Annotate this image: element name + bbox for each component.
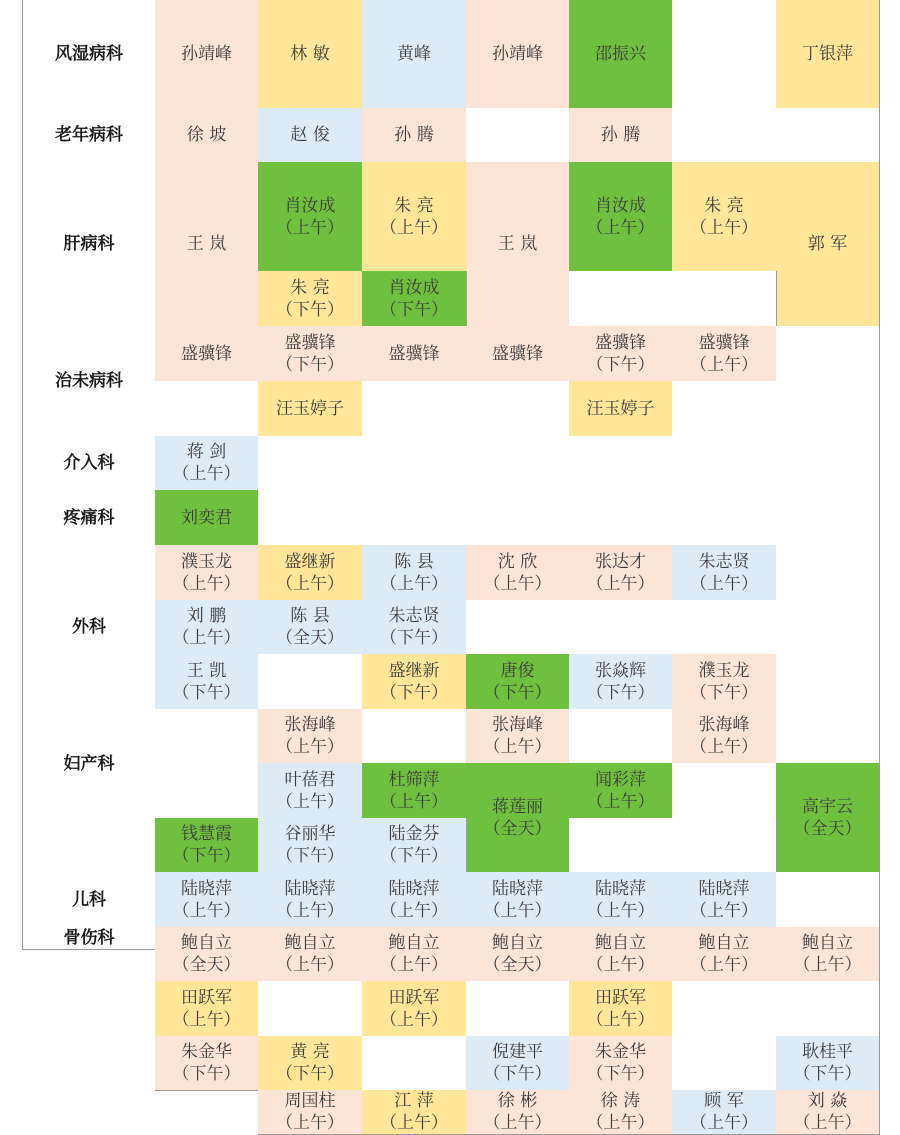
shift-label: （上午） [690, 955, 758, 975]
shift-label: （下午） [380, 846, 448, 866]
department-label: 治未病科 [22, 326, 156, 437]
shift-label: （上午） [276, 791, 344, 812]
schedule-cell [155, 108, 259, 163]
empty-cell [569, 436, 673, 491]
empty-cell [672, 981, 777, 1037]
doctor-name: 陆晓萍 [284, 878, 336, 899]
schedule-cell [672, 709, 777, 764]
empty-cell [672, 0, 777, 109]
doctor-name: 丁银萍 [802, 43, 853, 64]
shift-label: （上午） [586, 791, 655, 812]
doctor-name: 鲍自立 [802, 933, 853, 953]
shift-label: （全天） [483, 818, 552, 839]
doctor-name: 叶蓓君 [284, 769, 336, 790]
schedule-cell [569, 0, 673, 109]
schedule-cell [258, 872, 363, 928]
schedule-cell [155, 654, 259, 710]
shift-label: （上午） [380, 217, 448, 238]
schedule-cell [466, 872, 570, 928]
empty-cell [776, 490, 880, 546]
doctor-name: 王 岚 [497, 234, 538, 254]
schedule-cell [258, 763, 363, 819]
department-label: 介入科 [22, 436, 156, 491]
doctor-name: 郭 军 [807, 234, 848, 254]
schedule-cell [155, 545, 259, 601]
department-label: 老年病科 [22, 108, 156, 163]
shift-label: （上午） [172, 628, 241, 648]
shift-label: （上午） [586, 1009, 655, 1030]
doctor-name: 谷丽华 [284, 824, 336, 844]
empty-cell [569, 818, 673, 873]
doctor-name: 沈 欣 [497, 551, 538, 572]
empty-cell [672, 1036, 777, 1091]
doctor-name: 陆晓萍 [492, 878, 543, 899]
shift-label: （上午） [276, 955, 344, 975]
doctor-name: 朱 亮 [290, 277, 330, 298]
department-label: 儿科 [22, 872, 156, 928]
schedule-cell [672, 654, 777, 710]
doctor-name: 盛骥锋 [492, 343, 543, 364]
schedule-cell [362, 654, 467, 710]
doctor-name: 田跃军 [388, 987, 440, 1008]
doctor-name: 耿桂平 [802, 1042, 853, 1062]
schedule-cell [258, 818, 363, 873]
doctor-name: 朱金华 [595, 1042, 646, 1062]
shift-label: （下午） [380, 628, 448, 648]
department-label: 肝病科 [22, 162, 156, 327]
shift-label: （下午） [276, 1064, 344, 1084]
shift-label: （下午） [483, 1064, 552, 1084]
shift-label: （全天） [172, 955, 241, 975]
shift-label: （上午） [276, 1113, 344, 1133]
empty-cell [672, 271, 777, 327]
doctor-name: 濮玉龙 [181, 551, 232, 572]
schedule-cell [258, 600, 363, 655]
schedule-cell [258, 1090, 363, 1135]
empty-cell [155, 381, 259, 437]
empty-cell [776, 709, 880, 764]
empty-cell [672, 818, 777, 873]
schedule-cell [569, 545, 673, 601]
doctor-name: 赵 俊 [290, 125, 330, 145]
doctor-name: 张焱辉 [595, 660, 646, 681]
doctor-name: 盛继新 [284, 551, 336, 572]
schedule-cell [466, 0, 570, 109]
schedule-cell [776, 927, 880, 982]
empty-cell [672, 108, 777, 163]
shift-label: （上午） [586, 900, 655, 921]
doctor-name: 邵振兴 [595, 43, 646, 64]
shift-label: （上午） [172, 900, 241, 921]
schedule-cell [155, 600, 259, 655]
schedule-cell [672, 162, 777, 272]
schedule-cell [362, 108, 467, 163]
schedule-cell [258, 545, 363, 601]
schedule-cell [776, 1036, 880, 1091]
empty-cell [569, 600, 673, 655]
schedule-cell [776, 763, 880, 873]
schedule-cell [258, 1036, 363, 1091]
doctor-name: 盛骥锋 [595, 332, 646, 353]
empty-cell [776, 545, 880, 601]
doctor-name: 黄 亮 [290, 1042, 330, 1062]
doctor-name: 孙 腾 [600, 125, 641, 145]
department-label: 疼痛科 [22, 490, 156, 546]
schedule-cell [466, 1090, 570, 1135]
schedule-cell [466, 326, 570, 382]
schedule-cell [569, 326, 673, 382]
shift-label: （上午） [690, 217, 758, 238]
schedule-cell [155, 490, 259, 546]
schedule-cell [258, 927, 363, 982]
doctor-name: 顾 军 [704, 1091, 744, 1111]
shift-label: （下午） [586, 354, 655, 375]
shift-label: （上午） [483, 900, 552, 921]
doctor-name: 徐 坡 [186, 125, 227, 145]
schedule-cell [362, 326, 467, 382]
schedule-cell [362, 981, 467, 1037]
schedule-cell [466, 162, 570, 327]
empty-cell [466, 108, 570, 163]
schedule-cell [569, 872, 673, 928]
shift-label: （下午） [380, 682, 448, 703]
doctor-name: 朱 亮 [394, 195, 434, 216]
doctor-name: 蒋莲丽 [492, 796, 543, 817]
doctor-name: 张海峰 [698, 715, 750, 735]
doctor-name: 杜筛萍 [388, 769, 440, 790]
schedule-cell [672, 1090, 777, 1135]
department-label: 妇产科 [22, 709, 156, 819]
doctor-name: 王 岚 [186, 234, 227, 254]
schedule-cell [466, 709, 570, 764]
doctor-name: 王 凯 [186, 660, 227, 681]
shift-label: （上午） [380, 573, 448, 594]
empty-cell [466, 490, 570, 546]
empty-cell [569, 490, 673, 546]
department-label: 外科 [22, 545, 156, 710]
shift-label: （上午） [586, 217, 655, 238]
doctor-name: 江 萍 [394, 1091, 434, 1111]
shift-label: （上午） [586, 1113, 655, 1133]
schedule-cell [155, 927, 259, 982]
schedule-cell [466, 1036, 570, 1091]
schedule-cell [776, 1090, 880, 1135]
doctor-name: 朱志贤 [698, 551, 750, 572]
empty-cell [155, 763, 259, 819]
shift-label: （下午） [586, 682, 655, 703]
doctor-name: 盛骥锋 [181, 343, 232, 364]
empty-cell [776, 108, 880, 163]
shift-label: （上午） [690, 573, 758, 594]
schedule-cell [155, 1036, 259, 1091]
empty-cell [776, 381, 880, 437]
doctor-name: 朱 亮 [704, 195, 744, 216]
shift-label: （上午） [380, 1113, 448, 1133]
empty-cell [22, 818, 156, 873]
schedule-cell [672, 545, 777, 601]
schedule-cell [466, 927, 570, 982]
schedule-cell [362, 271, 467, 327]
doctor-name: 钱慧霞 [181, 824, 232, 844]
schedule-cell [258, 162, 363, 272]
shift-label: （全天） [483, 955, 552, 975]
doctor-name: 张达才 [595, 551, 646, 572]
doctor-name: 林 敏 [290, 43, 330, 64]
schedule-cell [569, 927, 673, 982]
schedule-cell [155, 818, 259, 873]
doctor-name: 陆晓萍 [388, 878, 440, 899]
shift-label: （上午） [690, 1113, 758, 1133]
empty-cell [776, 981, 880, 1037]
schedule-cell [258, 381, 363, 437]
empty-cell [155, 709, 259, 764]
shift-label: （上午） [793, 1113, 862, 1133]
schedule-cell [466, 545, 570, 601]
shift-label: （下午） [276, 846, 344, 866]
empty-cell [466, 436, 570, 491]
shift-label: （上午） [276, 573, 344, 594]
empty-cell [569, 709, 673, 764]
shift-label: （下午） [690, 682, 758, 703]
empty-cell [362, 1036, 467, 1091]
schedule-cell [155, 981, 259, 1037]
schedule-cell [362, 927, 467, 982]
schedule-cell [362, 600, 467, 655]
schedule-cell [258, 108, 363, 163]
schedule-cell [569, 654, 673, 710]
schedule-cell [258, 326, 363, 382]
doctor-name: 孙靖峰 [181, 43, 232, 64]
empty-cell [258, 436, 363, 491]
empty-cell [362, 381, 467, 437]
schedule-cell [362, 763, 467, 819]
shift-label: （全天） [793, 818, 862, 839]
empty-cell [776, 436, 880, 491]
shift-label: （全天） [276, 628, 344, 648]
schedule-cell [569, 981, 673, 1037]
shift-label: （上午） [276, 737, 344, 757]
shift-label: （上午） [586, 573, 655, 594]
schedule-cell [362, 0, 467, 109]
shift-label: （上午） [276, 900, 344, 921]
doctor-name: 田跃军 [181, 987, 232, 1008]
shift-label: （下午） [172, 846, 241, 866]
doctor-name: 朱金华 [181, 1042, 232, 1062]
schedule-cell [155, 162, 259, 327]
doctor-name: 唐俊 [500, 660, 535, 681]
schedule-cell [569, 763, 673, 819]
empty-cell [672, 381, 777, 437]
shift-label: （上午） [690, 900, 758, 921]
shift-label: （上午） [380, 1009, 448, 1030]
doctor-name: 濮玉龙 [698, 660, 750, 681]
doctor-name: 汪玉婷子 [586, 398, 655, 419]
schedule-cell [258, 0, 363, 109]
doctor-name: 盛继新 [388, 660, 440, 681]
empty-cell [776, 326, 880, 382]
schedule-cell [776, 162, 880, 327]
doctor-name: 盛骥锋 [698, 332, 750, 353]
schedule-cell [569, 1036, 673, 1091]
doctor-name: 高宇云 [802, 796, 853, 817]
empty-cell [258, 654, 363, 710]
shift-label: （上午） [793, 955, 862, 975]
doctor-name: 肖汝成 [595, 195, 646, 216]
doctor-name: 徐 彬 [497, 1091, 538, 1111]
schedule-cell [258, 271, 363, 327]
empty-cell [672, 490, 777, 546]
shift-label: （上午） [276, 217, 344, 238]
empty-cell [776, 872, 880, 928]
schedule-cell [672, 326, 777, 382]
empty-cell [258, 490, 363, 546]
doctor-name: 朱志贤 [388, 606, 440, 626]
shift-label: （上午） [483, 573, 552, 594]
shift-label: （上午） [172, 464, 241, 484]
empty-cell [672, 436, 777, 491]
empty-cell [672, 600, 777, 655]
empty-cell [672, 763, 777, 819]
schedule-cell [776, 0, 880, 109]
schedule-cell [569, 162, 673, 272]
doctor-name: 盛骥锋 [388, 343, 440, 364]
empty-cell [466, 981, 570, 1037]
department-label: 骨伤科 [22, 927, 156, 950]
shift-label: （上午） [380, 900, 448, 921]
schedule-cell [362, 872, 467, 928]
doctor-name: 陆晓萍 [595, 878, 646, 899]
doctor-name: 刘奕君 [181, 507, 232, 528]
shift-label: （上午） [483, 1113, 552, 1133]
empty-cell [569, 271, 673, 327]
doctor-name: 闻彩萍 [595, 769, 646, 790]
empty-cell [362, 490, 467, 546]
schedule-cell [672, 927, 777, 982]
doctor-name: 汪玉婷子 [276, 398, 344, 419]
doctor-name: 张海峰 [284, 715, 336, 735]
doctor-name: 肖汝成 [388, 277, 440, 298]
shift-label: （下午） [793, 1064, 862, 1084]
empty-cell [258, 981, 363, 1037]
shift-label: （下午） [276, 354, 344, 375]
shift-label: （下午） [483, 682, 552, 703]
shift-label: （下午） [172, 682, 241, 703]
shift-label: （上午） [690, 354, 758, 375]
doctor-name: 鲍自立 [698, 933, 750, 953]
empty-cell [362, 709, 467, 764]
doctor-name: 鲍自立 [181, 933, 232, 953]
empty-cell [466, 381, 570, 437]
shift-label: （上午） [690, 737, 758, 757]
schedule-cell [362, 545, 467, 601]
empty-cell [466, 600, 570, 655]
doctor-name: 蒋 剑 [186, 442, 227, 462]
doctor-name: 鲍自立 [492, 933, 543, 953]
schedule-cell [258, 709, 363, 764]
schedule-cell [466, 763, 570, 873]
doctor-name: 周国柱 [284, 1091, 336, 1111]
schedule-cell [569, 381, 673, 437]
shift-label: （下午） [276, 299, 344, 320]
shift-label: （上午） [172, 573, 241, 594]
shift-label: （下午） [380, 299, 448, 320]
shift-label: （上午） [380, 791, 448, 812]
doctor-name: 倪建平 [492, 1042, 543, 1062]
empty-cell [362, 436, 467, 491]
doctor-name: 鲍自立 [388, 933, 440, 953]
empty-cell [776, 600, 880, 655]
doctor-name: 鲍自立 [595, 933, 646, 953]
shift-label: （上午） [172, 1009, 241, 1030]
empty-cell [776, 654, 880, 710]
doctor-name: 陈 县 [290, 606, 330, 626]
schedule-cell [672, 872, 777, 928]
schedule-cell [155, 0, 259, 109]
schedule-cell [466, 654, 570, 710]
doctor-name: 肖汝成 [284, 195, 336, 216]
doctor-name: 刘 鹏 [186, 606, 227, 626]
doctor-name: 黄峰 [397, 43, 431, 64]
schedule-cell [362, 1090, 467, 1135]
doctor-name: 张海峰 [492, 715, 543, 735]
doctor-name: 陈 县 [394, 551, 434, 572]
doctor-name: 孙靖峰 [492, 43, 543, 64]
department-label: 风湿病科 [22, 0, 156, 109]
doctor-name: 徐 涛 [600, 1091, 641, 1111]
doctor-name: 刘 焱 [807, 1091, 848, 1111]
schedule-cell [155, 436, 259, 491]
doctor-name: 盛骥锋 [284, 332, 336, 353]
shift-label: （下午） [172, 1064, 241, 1084]
doctor-name: 田跃军 [595, 987, 646, 1008]
schedule-cell [569, 1090, 673, 1135]
shift-label: （上午） [586, 955, 655, 975]
shift-label: （上午） [483, 737, 552, 757]
doctor-name: 陆晓萍 [698, 878, 750, 899]
schedule-cell [155, 326, 259, 382]
doctor-name: 鲍自立 [284, 933, 336, 953]
schedule-cell [155, 872, 259, 928]
shift-label: （上午） [380, 955, 448, 975]
schedule-cell [569, 108, 673, 163]
schedule-cell [362, 818, 467, 873]
doctor-name: 陆晓萍 [181, 878, 232, 899]
schedule-cell [362, 162, 467, 272]
doctor-name: 陆金芬 [388, 824, 440, 844]
shift-label: （下午） [586, 1064, 655, 1084]
doctor-name: 孙 腾 [394, 125, 434, 145]
